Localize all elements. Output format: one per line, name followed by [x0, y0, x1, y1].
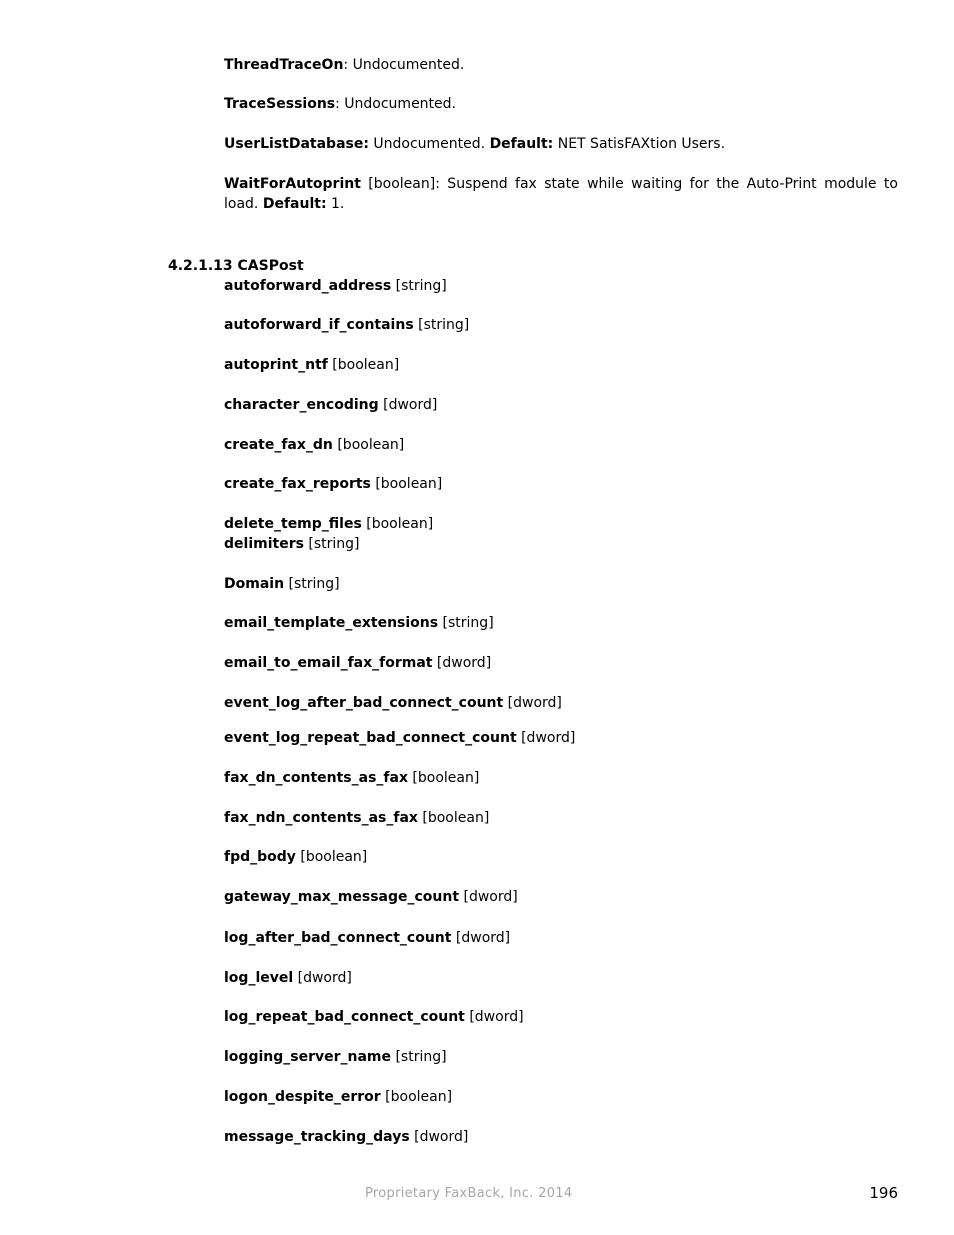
entry-term: TraceSessions: [224, 96, 336, 112]
entry-type: [boolean]: [407, 770, 480, 786]
entry-type: [dword]: [293, 970, 352, 986]
default-value: NET SatisFAXtion Users.: [553, 136, 726, 152]
entry-name: fax_dn_contents_as_fax: [224, 770, 408, 786]
entry-name: email_to_email_fax_format: [224, 655, 433, 671]
entry-name: delete_temp_files: [224, 516, 362, 532]
entry-item: [224, 1127, 468, 1147]
entry-item: [224, 728, 575, 748]
entry-waitforautoprint: [224, 174, 898, 214]
entry-type: [boolean]: [295, 849, 368, 865]
entry-item: [224, 514, 433, 534]
page-number: 196: [869, 1184, 898, 1202]
entry-type: [dword]: [432, 655, 492, 671]
section-heading: 4.2.1.13 CASPost: [168, 258, 304, 274]
default-label: Default:: [489, 136, 554, 152]
entry-item: [224, 968, 352, 988]
entry-item: [224, 693, 562, 713]
entry-term: UserListDatabase:: [224, 136, 369, 152]
entry-type: [boolean]: [332, 437, 405, 453]
default-value: 1.: [326, 196, 345, 212]
entry-type: [string]: [284, 576, 340, 592]
entry-name: autoprint_ntf: [224, 357, 328, 373]
entry-item: [224, 355, 399, 375]
entry-type: [dword]: [378, 397, 438, 413]
entry-type: [string]: [391, 1049, 447, 1065]
entry-item: [224, 653, 491, 673]
entry-name: event_log_after_bad_connect_count: [224, 695, 504, 711]
entry-desc: : Undocumented.: [343, 57, 465, 73]
entry-desc: [boolean]: Suspend fax state while waiting for the Auto-Print module to: [360, 176, 898, 192]
entry-item: [224, 808, 489, 828]
entry-item: [224, 395, 437, 415]
entry-name: email_template_extensions: [224, 615, 439, 631]
entry-item: [224, 928, 510, 948]
entry-tracesessions: [224, 94, 456, 114]
entry-type: [boolean]: [417, 810, 490, 826]
entry-item: [224, 315, 469, 335]
default-label: Default:: [262, 196, 327, 212]
entry-name: fpd_body: [224, 849, 296, 865]
entry-type: [boolean]: [361, 516, 434, 532]
entry-name: Domain: [224, 576, 285, 592]
entry-item: [224, 435, 404, 455]
entry-type: [dword]: [409, 1129, 469, 1145]
entry-type: [boolean]: [370, 476, 443, 492]
entry-name: delimiters: [224, 536, 304, 552]
entry-name: event_log_repeat_bad_connect_count: [224, 730, 517, 746]
entry-name: autoforward_address: [224, 278, 392, 294]
entry-item: [224, 534, 360, 554]
entry-type: [string]: [438, 615, 494, 631]
entry-item: [224, 574, 340, 594]
entry-userlistdatabase: [224, 134, 725, 154]
entry-term: WaitForAutoprint: [224, 176, 361, 192]
entry-item: [224, 613, 494, 633]
entry-item: [224, 768, 479, 788]
entry-type: [string]: [303, 536, 360, 552]
entry-threadtraceon: [224, 55, 464, 75]
entry-item: [224, 1007, 524, 1027]
entry-name: gateway_max_message_count: [224, 889, 460, 905]
entry-line-2: [224, 194, 898, 214]
entry-name: log_repeat_bad_connect_count: [224, 1009, 465, 1025]
entry-type: [dword]: [451, 930, 511, 946]
entry-item: [224, 1087, 452, 1107]
entry-term: ThreadTraceOn: [224, 57, 344, 73]
entry-type: [dword]: [459, 889, 518, 905]
entry-type: [string]: [391, 278, 447, 294]
entry-type: [boolean]: [327, 357, 400, 373]
entry-desc: : Undocumented.: [335, 96, 456, 112]
entry-type: [boolean]: [380, 1089, 453, 1105]
entry-type: [dword]: [503, 695, 562, 711]
entry-type: [dword]: [464, 1009, 524, 1025]
entry-item: [224, 847, 367, 867]
entry-desc: Undocumented.: [368, 136, 490, 152]
entry-type: [string]: [413, 317, 470, 333]
entry-item: [224, 887, 518, 907]
entry-name: create_fax_reports: [224, 476, 371, 492]
entry-line-1: [224, 174, 898, 194]
entry-name: logging_server_name: [224, 1049, 392, 1065]
entry-name: logon_despite_error: [224, 1089, 381, 1105]
entry-name: log_after_bad_connect_count: [224, 930, 452, 946]
entry-name: log_level: [224, 970, 294, 986]
footer-copyright: Proprietary FaxBack, Inc. 2014: [365, 1186, 573, 1201]
entry-type: [dword]: [516, 730, 576, 746]
entry-item: [224, 474, 442, 494]
entry-desc-cont: load.: [224, 196, 263, 212]
entry-name: create_fax_dn: [224, 437, 333, 453]
entry-name: autoforward_if_contains: [224, 317, 414, 333]
entry-item: [224, 276, 447, 296]
entry-name: message_tracking_days: [224, 1129, 410, 1145]
entry-name: fax_ndn_contents_as_fax: [224, 810, 418, 826]
entry-item: [224, 1047, 447, 1067]
entry-name: character_encoding: [224, 397, 379, 413]
